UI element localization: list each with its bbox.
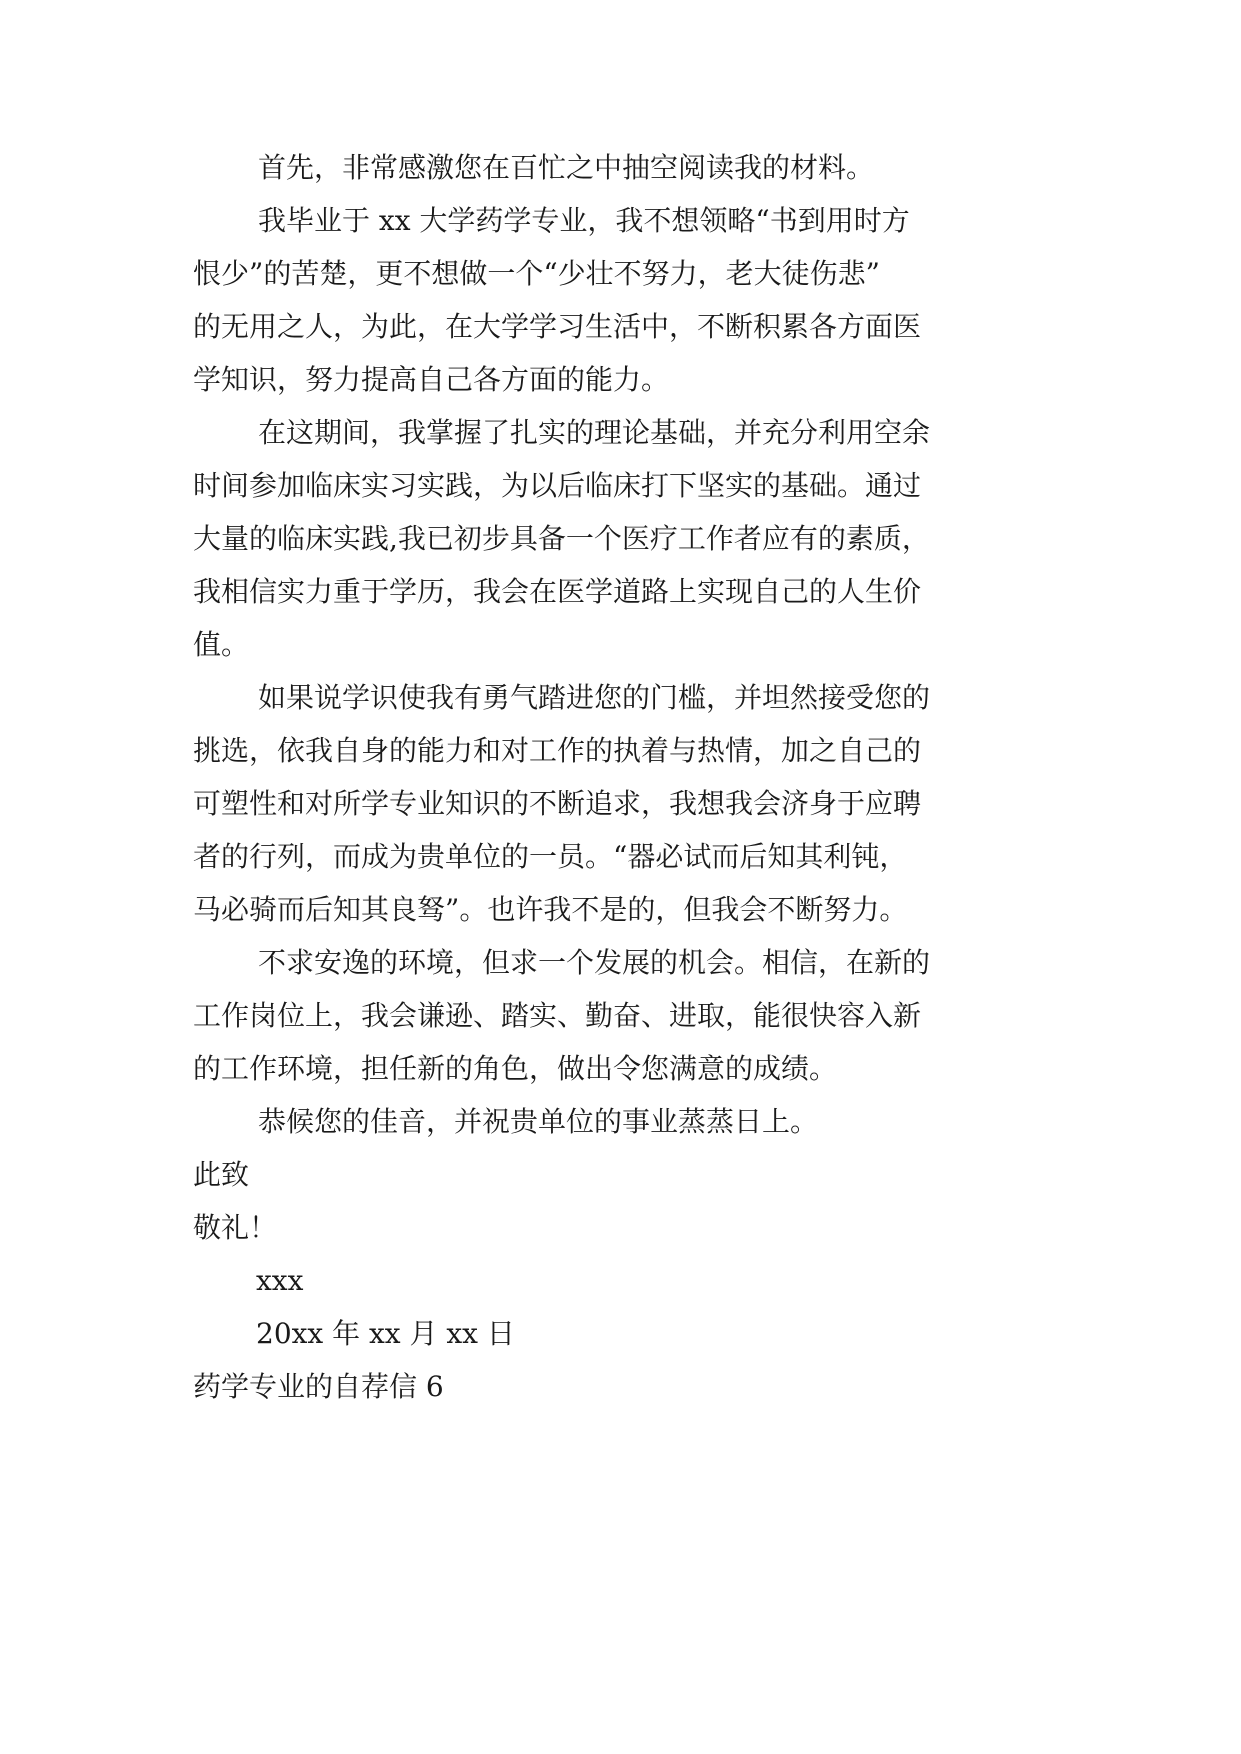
date-line: 20xx 年 xx 月 xx 日 <box>256 1317 515 1350</box>
paragraph-line: 的无用之人，为此，在大学学习生活中，不断积累各方面医 <box>193 310 922 343</box>
paragraph-line: 我毕业于 xx 大学药学专业，我不想领略“书到用时方 <box>258 204 910 237</box>
paragraph-line: 如果说学识使我有勇气踏进您的门槛，并坦然接受您的 <box>258 681 931 714</box>
signature: xxx <box>256 1264 304 1297</box>
paragraph-line: 恨少”的苦楚，更不想做一个“少壮不努力，老大徒伤悲” <box>193 257 880 290</box>
paragraph-line: 工作岗位上，我会谦逊、踏实、勤奋、进取，能很快容入新 <box>193 999 922 1032</box>
paragraph-line: 可塑性和对所学专业知识的不断追求，我想我会济身于应聘 <box>193 787 922 820</box>
paragraph-line: 不求安逸的环境，但求一个发展的机会。相信，在新的 <box>258 946 931 979</box>
section-heading: 药学专业的自荐信 6 <box>193 1370 444 1403</box>
paragraph-line: 的工作环境，担任新的角色，做出令您满意的成绩。 <box>193 1052 838 1085</box>
closing-regards: 敬礼！ <box>193 1211 278 1244</box>
paragraph-line: 首先，非常感激您在百忙之中抽空阅读我的材料。 <box>258 151 875 184</box>
paragraph-line: 者的行列，而成为贵单位的一员。“器必试而后知其利钝， <box>193 840 908 873</box>
paragraph-line: 值。 <box>193 628 250 661</box>
paragraph-line: 挑选，依我自身的能力和对工作的执着与热情，加之自己的 <box>193 734 922 767</box>
paragraph-line: 马必骑而后知其良驽”。也许我不是的，但我会不断努力。 <box>193 893 908 926</box>
paragraph-line: 我相信实力重于学历，我会在医学道路上实现自己的人生价 <box>193 575 922 608</box>
closing-salutation: 此致 <box>193 1158 250 1191</box>
paragraph-line: 在这期间，我掌握了扎实的理论基础，并充分利用空余 <box>258 416 931 449</box>
paragraph-line: 学知识，努力提高自己各方面的能力。 <box>193 363 670 396</box>
paragraph-line: 恭候您的佳音，并祝贵单位的事业蒸蒸日上。 <box>258 1105 819 1138</box>
paragraph-line: 大量的临床实践,我已初步具备一个医疗工作者应有的素质， <box>193 522 930 555</box>
paragraph-line: 时间参加临床实习实践，为以后临床打下坚实的基础。通过 <box>193 469 922 502</box>
